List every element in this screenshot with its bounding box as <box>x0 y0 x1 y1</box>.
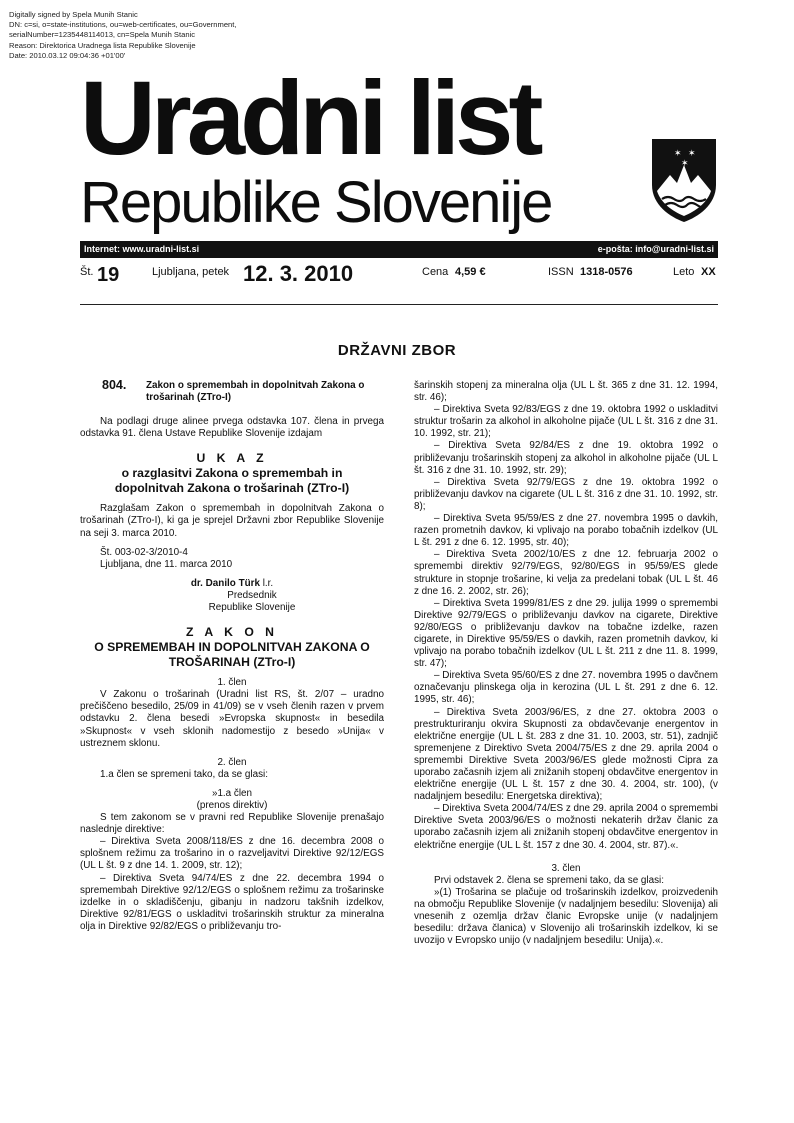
article-heading: »1.a člen <box>211 787 253 799</box>
paragraph: S tem zakonom se v pravni red Republike Slovenije prenašajo naslednje direktive: <box>80 812 384 836</box>
year-label: Leto <box>673 266 695 278</box>
email-link[interactable]: e-pošta: info@uradni-list.si <box>597 244 714 254</box>
reference-number: Št. 003-02-3/2010-4 <box>100 546 188 558</box>
price-label: Cena <box>422 266 449 278</box>
signature-line: DN: c=si, o=state-institutions, ou=web-certificates, ou=Government, <box>9 20 237 30</box>
signatory <box>80 578 384 590</box>
paragraph: – Direktiva Sveta 2002/10/ES z dne 12. februarja 2002 o spremembi direktiv 92/79/EGS, 92/80/EGS in 95/59/ES glede strukture in stopnje trošarine, ki velja za predelani tobak (UL L št. 46 z dne 16. 2. 2002, str. 26); <box>414 549 718 597</box>
signature-line: Reason: Direktorica Uradnega lista Republike Slovenije <box>9 40 196 50</box>
divider <box>80 304 718 305</box>
act-heading <box>80 380 384 404</box>
paragraph: – Direktiva Sveta 95/60/ES z dne 27. novembra 1995 o davčnem označevanju plinskega olja in kerozina (UL L št. 291 z dne 6. 12. 1995, str. 46); <box>414 670 718 706</box>
masthead-subtitle: Republike Slovenije <box>80 170 552 235</box>
right-column <box>414 380 718 947</box>
signature-line: serialNumber=1235448114013, cn=Spela Munih Stanic <box>9 30 196 40</box>
signatory-name: dr. Danilo Türk <box>190 577 260 589</box>
paragraph: – Direktiva Sveta 92/79/EGS z dne 19. oktobra 1992 o približevanju davkov na cigarete (UL L št. 316 z dne 31. 10. 1992, str. 8); <box>414 476 718 512</box>
coat-of-arms-icon <box>650 137 718 223</box>
svg-text:✶: ✶ <box>674 149 682 159</box>
paragraph: – Direktiva Sveta 2003/96/ES, z dne 27. oktobra 2003 o prestrukturiranju okvira Skupnosti za obdavčevanje energentov in električne energije (UL L št. 283 z dne 31. 10. 2003, str. 51), zadnjič spremenjene z Direktivo Sveta 2004/75/ES z dne 29. aprila 2004 o spremembi Direktive Sveta 2003/96/ES glede možnosti Cipra za uporabo začasnih izjem ali znižanih stopenj obdavčitve energentov in električne energije (UL L št. 157 z dne 30. 4. 2004, str. 100), (v nadaljnjem besedilu: Energetska direktiva); <box>414 706 718 803</box>
paragraph: – Direktiva Sveta 95/59/ES z dne 27. novembra 1995 o davkih, razen prometnih davkov, ki vplivajo na porabo tobačnih izdelkov (UL L št. 291 z dne 6. 12. 1995, str. 40); <box>414 513 718 549</box>
issue-number-label: Št. <box>80 266 94 278</box>
paragraph: Razglašam Zakon o spremembah in dopolnitvah Zakona o trošarinah (ZTro-I), ki ga je sprejel Državni zbor Republike Slovenije na seji 3. marca 2010. <box>80 503 384 539</box>
signature-line: Digitally signed by Spela Munih Stanic <box>9 10 138 19</box>
act-title: Zakon o spremembah in dopolnitvah Zakona o trošarinah (ZTro-I) <box>146 380 365 404</box>
paragraph: – Direktiva Sveta 92/84/ES z dne 19. oktobra 1992 o približevanju trošarinskih stopenj za alkohol in alkoholne pijače (UL L št. 316 z dne 31. 10. 1992, str. 29); <box>414 440 718 476</box>
issue-number: 19 <box>97 264 120 286</box>
section-title: DRŽAVNI ZBOR <box>337 342 457 359</box>
issue-info <box>80 261 718 294</box>
digital-signature-block <box>9 10 237 61</box>
ukaz-subheading: o razglasitvi Zakona o spremembah in dopolnitvah Zakona o trošarinah (ZTro-I) <box>114 466 350 496</box>
year-value: XX <box>701 266 716 278</box>
paragraph: – Direktiva Sveta 1999/81/ES z dne 29. julija 1999 o spremembi Direktive 92/79/EGS o približevanju davkov na cigarete, Direktive 92/80/EGS o približevanju davkov na tobačne izdelke, razen cigarete, in Direktive 95/59/ES o davkih, razen prometnih davkov, ki vplivajo na porabo tobačnih izdelkov (UL L št. 211 z dne 11. 8. 1999, str. 47); <box>414 597 718 670</box>
paragraph: – Direktiva Sveta 2008/118/ES z dne 16. decembra 2008 o splošnem režimu za trošarino in o razveljavitvi Direktive 92/12/EGS (UL L št. 9 z dne 14. 1. 2009, str. 12); <box>80 836 384 872</box>
paragraph: Na podlagi druge alinee prvega odstavka 107. člena in prvega odstavka 91. člena Ustave Republike Slovenije izdajam <box>80 416 384 440</box>
masthead-title: Uradni list <box>80 60 539 177</box>
signatory-suffix: l.r. <box>259 577 274 589</box>
signatory-role: Predsednik <box>227 589 277 601</box>
ukaz-heading: U K A Z <box>196 451 268 466</box>
signatory-role: Republike Slovenije <box>208 602 296 614</box>
svg-text:✶: ✶ <box>681 159 689 169</box>
article-subheading: (prenos direktiv) <box>196 799 268 811</box>
signature-line: Date: 2010.03.12 09:04:36 +01'00' <box>9 50 126 60</box>
price-value: 4,59 € <box>455 266 486 278</box>
issue-date: 12. 3. 2010 <box>243 261 354 286</box>
issn-label: ISSN <box>548 266 574 278</box>
act-number: 804. <box>102 378 127 392</box>
paragraph: – Direktiva Sveta 2004/74/ES z dne 29. aprila 2004 o spremembi Direktive Sveta 2003/96/ES o možnosti nekaterih držav članic za uporabo začasnih izjem ali znižanih stopenj obdavčitve energentov in električne energije (UL L št. 157 z dne 30. 4. 2004, str. 87).«. <box>414 803 718 851</box>
contact-bar <box>80 241 718 258</box>
zakon-subheading: O SPREMEMBAH IN DOPOLNITVAH ZAKONA O TROŠARINAH (ZTro-I) <box>94 640 370 670</box>
paragraph: – Direktiva Sveta 94/74/ES z dne 22. decembra 1994 o spremembah Direktive 92/12/EGS o splošnem režimu za trošarinske izdelke in o skladiščenju, gibanju in nadzoru takšnih izdelkov, Direktive 92/81/EGS o uskladitvi trošarinskih struktur za mineralna olja in Direktive 92/82/EGS o približevanju tro- <box>80 872 384 932</box>
svg-text:✶: ✶ <box>688 149 696 159</box>
left-column <box>80 380 384 933</box>
internet-link[interactable]: Internet: www.uradni-list.si <box>84 244 200 254</box>
paragraph: 1.a člen se spremeni tako, da se glasi: <box>100 768 268 780</box>
paragraph: – Direktiva Sveta 92/83/EGS z dne 19. oktobra 1992 o uskladitvi struktur trošarin za alkohol in alkoholne pijače (UL L št. 316 z dne 31. 10. 1992, str. 21); <box>414 404 718 440</box>
article-heading: 1. člen <box>217 677 247 689</box>
issn-value: 1318-0576 <box>580 266 633 278</box>
paragraph: »(1) Trošarina se plačuje od trošarinskih izdelkov, proizvedenih na območju Republike Slovenije (v nadaljnjem besedilu: Slovenija) ali vnesenih z ozemlja držav članic Evropske unije (v nadaljnjem besedilu: država članica) v Slovenijo ali trošarinskih izdelkov, ki se uvozijo v Evropsko unijo (v nadaljnjem besedilu: Unija).«. <box>414 886 718 947</box>
article-heading: 3. člen <box>551 862 581 874</box>
article-heading: 2. člen <box>217 756 247 768</box>
issue-place: Ljubljana, petek <box>152 266 230 278</box>
paragraph: V Zakonu o trošarinah (Uradni list RS, št. 2/07 – uradno prečiščeno besedilo, 25/09 in 41/09) se v vseh členih razen v prvem odstavku 2. člena besedi »Evropska skupnost« in besedila »Skupnost« v vseh sklonih nadomestijo z besedo »Unija« v ustreznem sklonu. <box>80 689 384 749</box>
reference-date: Ljubljana, dne 11. marca 2010 <box>100 558 233 570</box>
paragraph: Prvi odstavek 2. člena se spremeni tako, da se glasi: <box>434 874 664 886</box>
zakon-heading: Z A K O N <box>186 625 278 640</box>
paragraph: šarinskih stopenj za mineralna olja (UL L št. 365 z dne 31. 12. 1994, str. 46); <box>414 380 718 404</box>
